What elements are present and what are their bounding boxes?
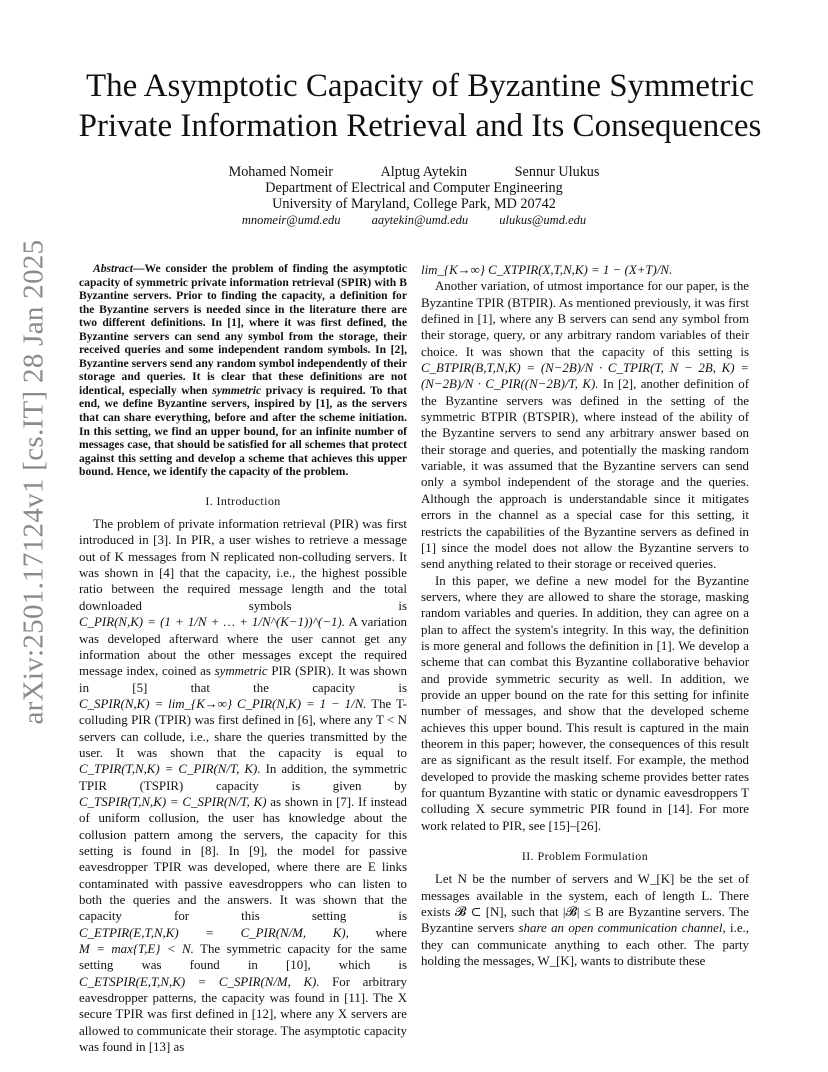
equation: lim_{K→∞} C_XTPIR(X,T,N,K) = 1 − (X+T)/N. xyxy=(421,263,673,277)
equation: M = max{T,E} < N. xyxy=(79,942,194,957)
affiliation-department: Department of Electrical and Computer Engineering xyxy=(265,180,563,196)
author-name: Alptug Aytekin xyxy=(380,164,468,180)
right-column xyxy=(421,262,749,969)
equation: C_BTPIR(B,T,N,K) = (N−2B)/N · C_TPIR(T, N − 2B, K) = (N−2B)/N · C_PIR((N−2B)/T, K). xyxy=(421,361,749,392)
abstract: Abstract—We consider the problem of finding the asymptotic capacity of symmetric private information retrieval (SPIR) with B Byzantine servers. Prior to finding the capacity, a definition for the Byzantine servers is needed since in the literature there are two different definitions. In [1], where it was first defined, the Byzantine servers can send any symbol from the storage, their received queries and some independent random symbols. In [2], Byzantine servers send any random symbol independently of their storage and queries. It is clear that these definitions are not identical, especially when symmetric privacy is required. To that end, we define Byzantine servers, inspired by [1], as the servers that can share everything, before and after the scheme initiation. In this setting, we find an upper bound, for an infinite number of messages case, that should be satisfied for all schemes that protect against this setting and develop a scheme that achieves this upper bound. Hence, we identify the capacity of the problem. xyxy=(79,262,407,479)
abstract-label: Abstract— xyxy=(93,262,145,275)
section-heading-introduction: I. Introduction xyxy=(205,493,281,508)
section-heading-problem-formulation: II. Problem Formulation xyxy=(521,849,649,864)
equation: C_TPIR(T,N,K) = C_PIR(N/T, K). xyxy=(79,762,261,777)
left-column xyxy=(79,262,407,1055)
affiliation-university: University of Maryland, College Park, MD 20742 xyxy=(272,196,556,212)
equation: C_PIR(N,K) = (1 + 1/N + … + 1/N^(K−1))^(−1). xyxy=(79,615,345,630)
equation: C_ETPIR(E,T,N,K) = C_PIR(N/M, K), xyxy=(79,925,349,940)
author-emails xyxy=(0,212,828,229)
author-email[interactable]: aaytekin@umd.edu xyxy=(371,213,469,227)
arxiv-identifier-stamp xyxy=(12,239,56,725)
equation: C_TSPIR(T,N,K) = C_SPIR(N/T, K) xyxy=(79,794,267,809)
arxiv-identifier: arXiv:2501.17124v1 [cs.IT] 28 Jan 2025 xyxy=(17,239,50,725)
equation: C_SPIR(N,K) = lim_{K→∞} C_PIR(N,K) = 1 − 1/N. xyxy=(79,696,367,711)
paper-title: The Asymptotic Capacity of Byzantine Symmetric Private Information Retrieval and Its Consequences xyxy=(78,68,762,144)
author-names xyxy=(0,164,828,180)
author-email[interactable]: ulukus@umd.edu xyxy=(499,213,587,227)
intro-paragraph-1-continued xyxy=(421,262,749,278)
author-name: Sennur Ulukus xyxy=(514,164,600,180)
intro-paragraph-3: In this paper, we define a new model for the Byzantine servers, where they are allowed to share the storage, masking random variables and queries. In addition, they can agree on a plan to affect the system's integrity. In this way, the definition is more general and follows the definition in [1]. We develop a scheme that can combat this Byzantine collaborative behavior and provide symmetric security as well. In addition, we provide an upper bound on the rate for this setting for infinite number of messages, and show that the developed scheme achieves this upper bound. This result is captured in the main theorem in this paper; however, the consequences of this result are as significant as the result itself. For example, the method developed to provide the masking scheme provides better rates for quantum Byzantine with static or dynamic eavesdroppers T colluding X secure symmetric PIR found in [14]. For more work related to PIR, see [15]–[26]. xyxy=(421,573,749,833)
intro-paragraph-2: Another variation, of utmost importance for our paper, is the Byzantine TPIR (BTPIR). As mentioned previously, it was first defined in [1], where any B servers can send any symbol from their storage, query, or any arbitrary random variables of their choice. It was shown that the capacity of this setting is C_BTPIR(B,T,N,K) = (N−2B)/N · C_TPIR(T, N − 2B, K) = (N−2B)/N · C_PIR((N−2B)/T, K). In [2], another definition of the Byzantine servers was defined in the setting of the symmetric BTPIR (BTSPIR), where instead of the ability of the Byzantine servers to send any arbitrary answer based on their storage and queries, and potentially the masking random variable, it was assumed that the Byzantine servers can send only a symbol independent of the storage and the queries. Although the approach is understandable since it mitigates errors in the channel as a special case for this setting, it restricts the capabilities of the Byzantine servers as defined in [1] since the model does not allow the Byzantine servers to send anything related to their storage or received queries. xyxy=(421,279,750,572)
equation: C_ETSPIR(E,T,N,K) = C_SPIR(N/M, K). xyxy=(79,974,320,989)
author-email[interactable]: mnomeir@umd.edu xyxy=(241,213,341,227)
author-block xyxy=(0,164,828,229)
formulation-paragraph-1: Let N be the number of servers and W_[K] be the set of messages available in the system, each of length L. There exists 𝓑 ⊂ [N], such that |𝓑| ≤ B are Byzantine servers. The Byzantine servers share an open communication channel, i.e., they can communicate anything to each other. The party holding the messages, W_[K], wants to distribute these xyxy=(421,872,750,969)
intro-paragraph-1: The problem of private information retrieval (PIR) was first introduced in [3]. In PIR, a user wishes to retrieve a message out of K messages from N replicated non-colluding servers. It was shown in [4] that the capacity, i.e., the highest possible ratio between the required message length and the total downloaded symbols is C_PIR(N,K) = (1 + 1/N + … + 1/N^(K−1))^(−1). A variation was developed afterward where the user cannot get any information about the other messages except the required message index, coined as symmetric PIR (SPIR). It was shown in [5] that the capacity is C_SPIR(N,K) = lim_{K→∞} C_PIR(N,K) = 1 − 1/N. The T-colluding PIR (TPIR) was first defined in [6], where any T < N servers can collude, i.e., share the queries transmitted by the user. It was shown that the capacity is equal to C_TPIR(T,N,K) = C_PIR(N/T, K). In addition, the symmetric TPIR (TSPIR) capacity is given by C_TSPIR(T,N,K) = C_SPIR(N/T, K) as shown in [7]. If instead of uniform collusion, the user has knowledge about the collusion pattern among the servers, the capacity for this setting is found in [8]. In [9], the model for passive eavesdropper TPIR was developed, where there are E links contaminated with passive eavesdroppers who can listen to both the queries and the answers. It was shown that the capacity for this setting is C_ETPIR(E,T,N,K) = C_PIR(N/M, K), where M = max{T,E} < N. The symmetric capacity for the same setting was found in [10], which is C_ETSPIR(E,T,N,K) = C_SPIR(N/M, K). For arbitrary eavesdropper patterns, the capacity was found in [11]. The X secure TPIR was first defined in [12], where any X servers are allowed to communicate their storage. The asymptotic capacity was found in [13] as xyxy=(79,517,408,1055)
author-name: Mohamed Nomeir xyxy=(228,164,333,180)
